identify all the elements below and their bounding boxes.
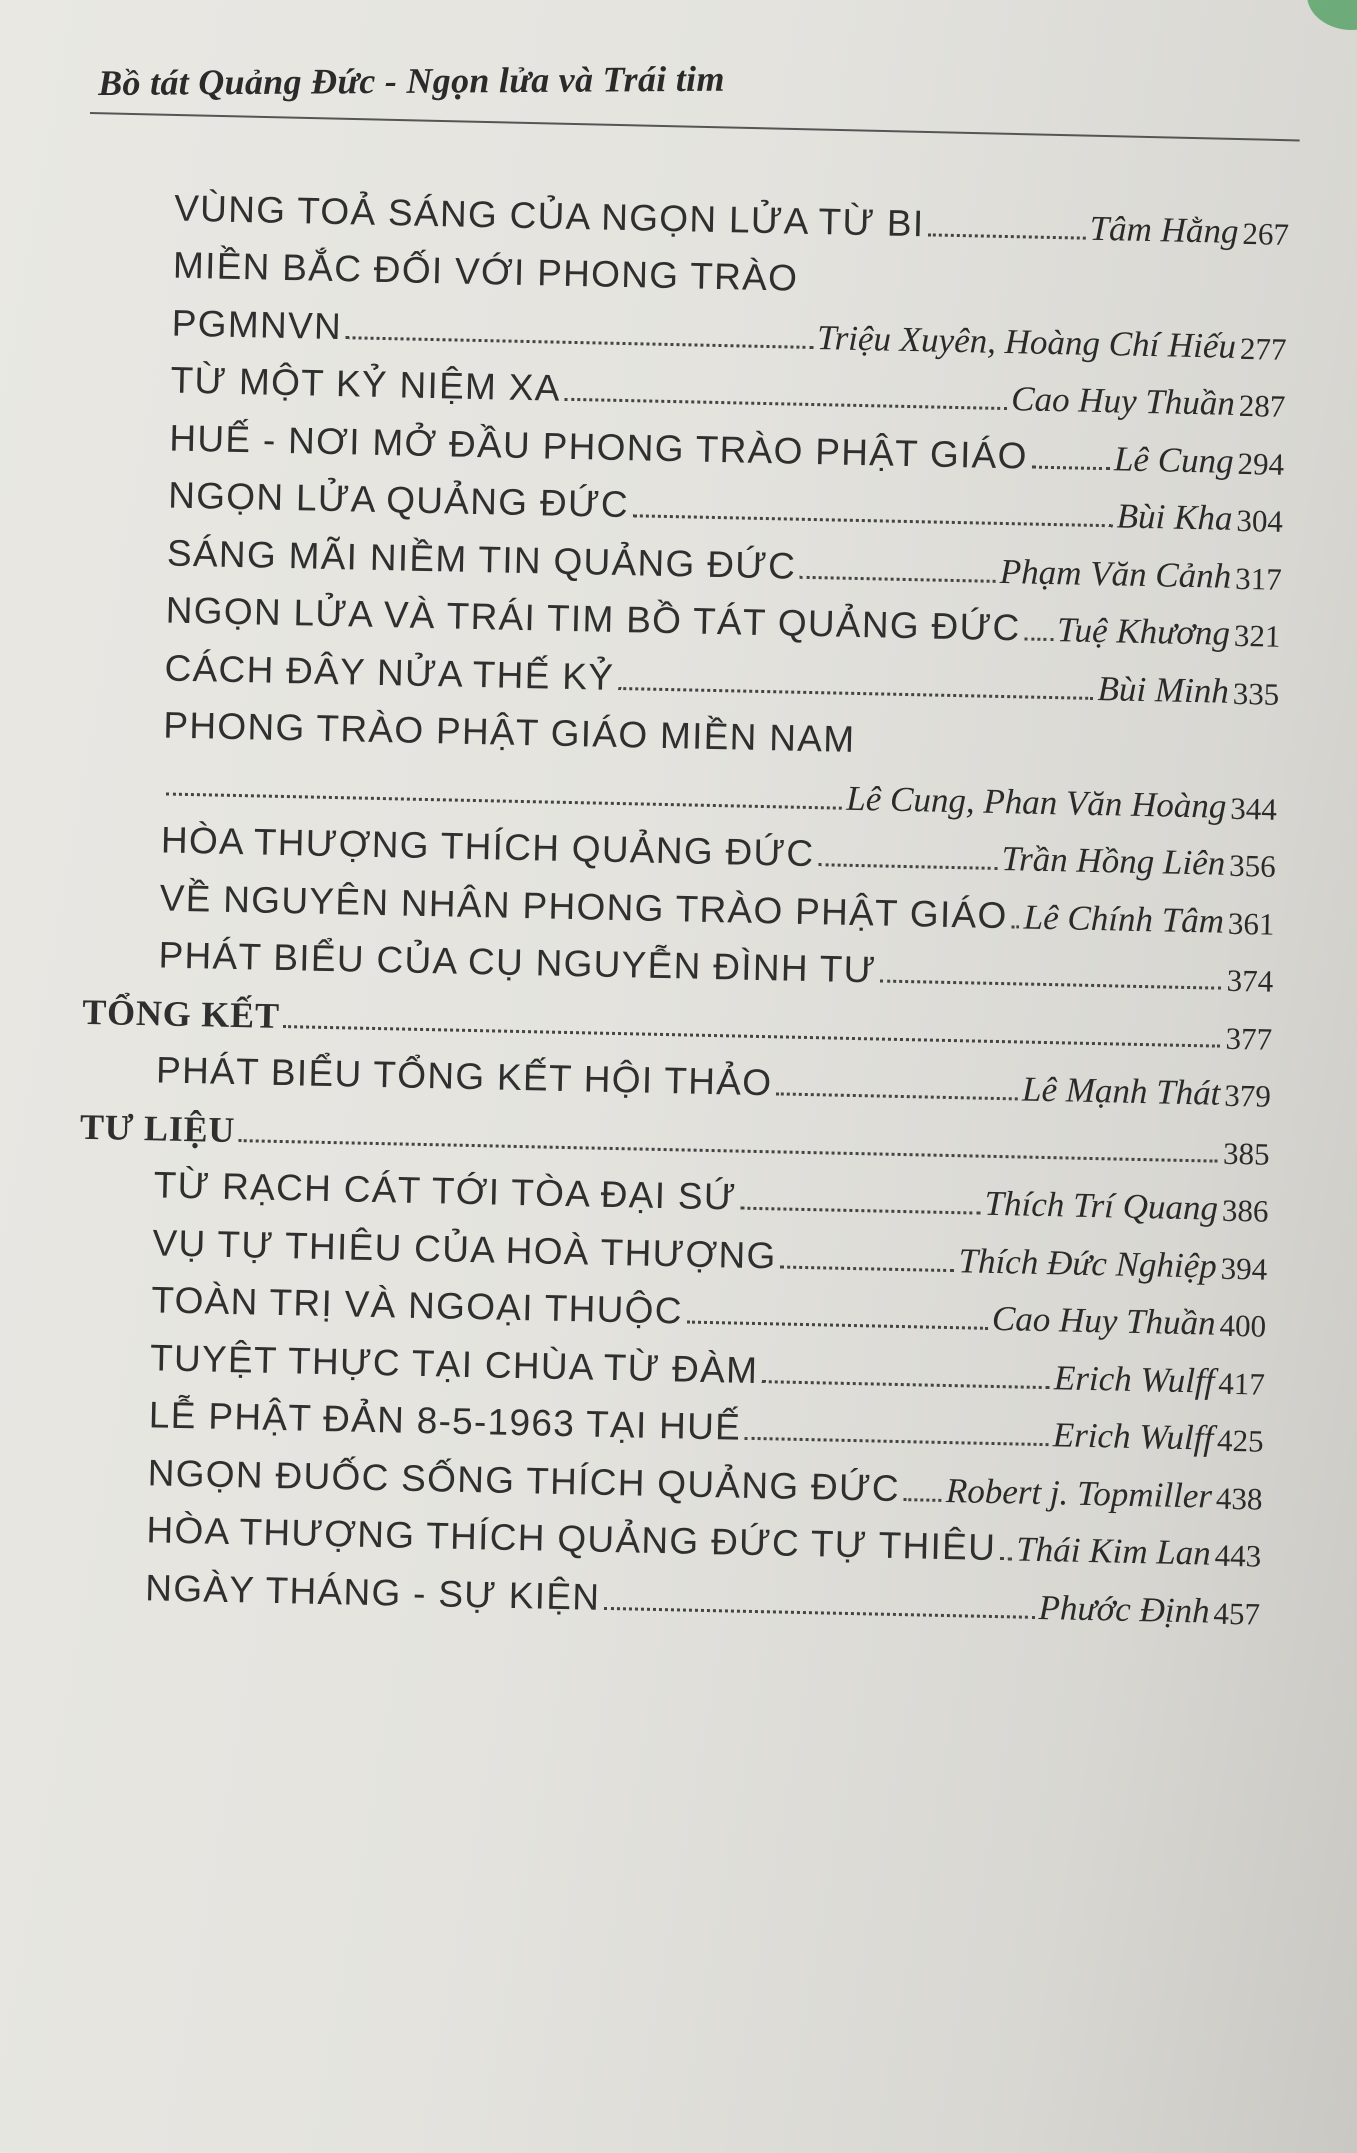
dot-leader — [762, 1380, 1050, 1389]
toc-entry-author: Erich Wulff — [1052, 1415, 1214, 1458]
toc-entry-author: Phước Định — [1038, 1587, 1210, 1631]
toc-entry-page: 267 — [1242, 215, 1290, 252]
toc-entry-page: 321 — [1233, 617, 1281, 654]
toc-section-title: TƯ LIỆU — [79, 1106, 236, 1150]
toc-entry-title: HÒA THƯỢNG THÍCH QUẢNG ĐỨC TỰ THIÊU — [146, 1509, 997, 1569]
dot-leader — [1000, 1557, 1012, 1560]
dot-leader — [880, 980, 1220, 990]
toc-entry-title: HÒA THƯỢNG THÍCH QUẢNG ĐỨC — [160, 819, 815, 875]
dot-leader — [687, 1321, 988, 1330]
toc-entry-title: MIỀN BẮC ĐỐI VỚI PHONG TRÀO — [172, 244, 799, 299]
toc-entry-page: 277 — [1239, 330, 1287, 367]
dot-leader — [780, 1265, 954, 1272]
toc-entry-page: 335 — [1232, 675, 1280, 712]
dot-leader — [1031, 465, 1109, 470]
toc-entry-title: PHÁT BIỂU TỔNG KẾT HỘI THẢO — [155, 1049, 773, 1104]
toc-entry-author: Tuệ Khương — [1056, 610, 1231, 653]
dot-leader — [604, 1606, 1034, 1618]
toc-entry-title: TUYỆT THỰC TẠI CHÙA TỪ ĐÀM — [149, 1336, 759, 1391]
toc-entry-author: Robert j. Topmiller — [945, 1470, 1213, 1516]
dot-leader — [928, 233, 1085, 239]
toc-entry-page: 457 — [1213, 1595, 1261, 1632]
toc-entry-page: 438 — [1215, 1480, 1263, 1517]
toc-entry-author: Thích Trí Quang — [984, 1183, 1219, 1228]
toc-entry-author: Phạm Văn Cảnh — [999, 551, 1232, 596]
toc-entry-page: 417 — [1217, 1365, 1266, 1402]
toc-entry-page: 425 — [1216, 1422, 1265, 1459]
toc-entry-title: NGỌN LỬA QUẢNG ĐỨC — [167, 474, 630, 526]
dot-leader — [633, 514, 1113, 527]
toc-entry-author: Cao Huy Thuần — [991, 1298, 1217, 1343]
dot-leader — [740, 1207, 980, 1215]
toc-entry-author: Bùi Kha — [1116, 496, 1233, 538]
toc-entry-author: Thái Kim Lan — [1015, 1529, 1212, 1573]
toc-entry-title: TỪ RẠCH CÁT TỚI TÒA ĐẠI SỨ — [153, 1164, 738, 1218]
dot-leader — [745, 1437, 1049, 1446]
header-rule — [90, 112, 1300, 141]
toc-entry-author: Lê Cung — [1113, 438, 1235, 481]
toc-entry-author: Erich Wulff — [1053, 1357, 1215, 1401]
toc-entry-page: 294 — [1237, 445, 1285, 482]
toc-entry-author: Triệu Xuyên, Hoàng Chí Hiếu — [816, 317, 1237, 366]
toc-entry-author: Thích Đức Nghiệp — [958, 1240, 1218, 1286]
toc-entry-page: 385 — [1222, 1135, 1271, 1172]
toc-entry-author: Lê Cung, Phan Văn Hoàng — [845, 778, 1227, 826]
running-head: Bồ tát Quảng Đức - Ngọn lửa và Trái tim — [98, 58, 725, 103]
dot-leader — [776, 1092, 1018, 1100]
toc-entry-page: 304 — [1236, 502, 1284, 539]
toc-entry-title: CÁCH ĐÂY NỬA THẾ KỶ — [164, 646, 615, 698]
dot-leader — [1011, 925, 1019, 928]
toc-entry-title: LỄ PHẬT ĐẢN 8-5-1963 TẠI HUẾ — [148, 1394, 742, 1448]
dot-leader — [564, 398, 1007, 410]
toc-entry-page: 400 — [1219, 1307, 1267, 1344]
toc-entry-title: TOÀN TRỊ VÀ NGOẠI THUỘC — [150, 1279, 684, 1332]
toc-entry-author: Lê Mạnh Thát — [1021, 1069, 1221, 1113]
toc-entry-title: NGỌN ĐUỐC SỐNG THÍCH QUẢNG ĐỨC — [147, 1451, 901, 1509]
dot-leader — [618, 686, 1094, 699]
toc-entry-author: Cao Huy Thuần — [1010, 379, 1236, 423]
dot-leader — [1024, 637, 1053, 641]
toc-entry-title: NGÀY THÁNG - SỰ KIỆN — [144, 1566, 601, 1618]
dot-leader — [904, 1498, 942, 1502]
toc-entry-author: Tâm Hằng — [1089, 208, 1239, 251]
toc-entry-page: 287 — [1238, 387, 1286, 424]
dot-leader — [346, 336, 813, 349]
toc-entry-title: PGMNVN — [171, 302, 343, 347]
toc-entry-page: 443 — [1214, 1537, 1262, 1574]
toc-entry-author: Trần Hồng Liên — [1001, 839, 1226, 883]
toc-entry-title: VỤ TỰ THIÊU CỦA HOÀ THƯỢNG — [152, 1221, 778, 1276]
table-of-contents — [70, 170, 1290, 1632]
toc-entry-page: 317 — [1234, 560, 1283, 597]
toc-entry-page: 379 — [1224, 1077, 1272, 1114]
green-corner — [1307, 0, 1357, 30]
toc-entry-title: PHÁT BIỂU CỦA CỤ NGUYỄN ĐÌNH TƯ — [158, 934, 877, 991]
dot-leader — [800, 575, 996, 582]
toc-entry-page: 394 — [1220, 1250, 1268, 1287]
toc-entry-title: TỪ MỘT KỶ NIỆM XA — [170, 359, 562, 409]
toc-entry-title: VỀ NGUYÊN NHÂN PHONG TRÀO PHẬT GIÁO — [159, 876, 1009, 936]
toc-entry-title: HUẾ - NƠI MỞ ĐẦU PHONG TRÀO PHẬT GIÁO — [168, 417, 1029, 476]
toc-section-title: TỔNG KẾT — [81, 991, 281, 1036]
dot-leader — [818, 863, 997, 870]
toc-entry-page: 374 — [1226, 962, 1274, 999]
toc-entry-author: Bùi Minh — [1097, 668, 1230, 711]
toc-entry-page: 377 — [1225, 1020, 1273, 1057]
toc-entry-title: VÙNG TOẢ SÁNG CỦA NGỌN LỬA TỪ BI — [173, 187, 925, 244]
toc-entry-title: SÁNG MÃI NIỀM TIN QUẢNG ĐỨC — [166, 531, 797, 587]
toc-entry-page: 344 — [1230, 790, 1278, 827]
toc-entry-title: NGỌN LỬA VÀ TRÁI TIM BỒ TÁT QUẢNG ĐỨC — [165, 589, 1021, 649]
toc-entry-page: 386 — [1221, 1192, 1269, 1229]
toc-entry-author: Lê Chính Tâm — [1023, 897, 1225, 941]
toc-entry-page: 356 — [1228, 847, 1277, 884]
toc-entry-title: PHONG TRÀO PHẬT GIÁO MIỀN NAM — [162, 704, 856, 760]
toc-entry-page: 361 — [1227, 905, 1275, 942]
